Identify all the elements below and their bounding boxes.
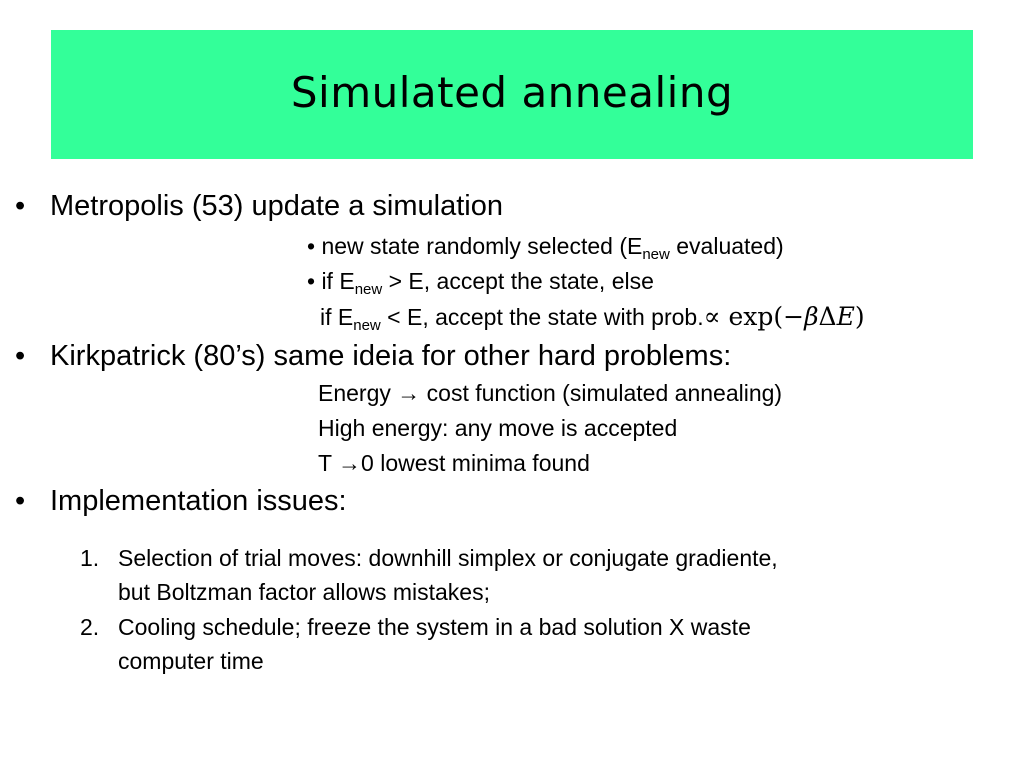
bullet-marker: • — [15, 485, 26, 517]
kirkpatrick-energy: Energy → cost function (simulated annealing) — [318, 380, 783, 406]
bullet-kirkpatrick: Kirkpatrick (80’s) same ideia for other hard problems: — [50, 340, 732, 372]
bullet-marker: • — [15, 190, 26, 222]
metropolis-line-new-state: • new state randomly selected ($E_{new}$ evaluated) — [307, 233, 784, 263]
issue-cooling-line2: computer time — [118, 648, 264, 674]
bullet-marker: • — [15, 340, 26, 372]
issue-cooling-line1: Cooling schedule; freeze the system in a bad solution X waste — [118, 614, 751, 640]
issue-number: 1. — [80, 545, 100, 571]
metropolis-line-if-less: if $E_{new} < E$, accept the state with prob.∝ exp(−βΔE) — [320, 302, 865, 334]
issue-trial-moves-line2: but Boltzman factor allows mistakes; — [118, 579, 490, 605]
issue-number: 2. — [80, 614, 100, 640]
kirkpatrick-temperature: T →0 lowest minima found — [318, 450, 590, 476]
kirkpatrick-high-energy: High energy: any move is accepted — [318, 415, 678, 441]
bullet-implementation: Implementation issues: — [50, 485, 347, 517]
slide-title: Simulated annealing — [290, 68, 734, 117]
metropolis-line-if-greater: • if $E_{new} > E$, accept the state, else — [307, 268, 654, 298]
bullet-metropolis: Metropolis (53) update a simulation — [50, 190, 503, 222]
boltzmann-formula: ∝ exp(−βΔE) — [703, 302, 865, 331]
issue-trial-moves-line1: Selection of trial moves: downhill simplex or conjugate gradiente, — [118, 545, 778, 571]
title-banner — [51, 30, 973, 159]
